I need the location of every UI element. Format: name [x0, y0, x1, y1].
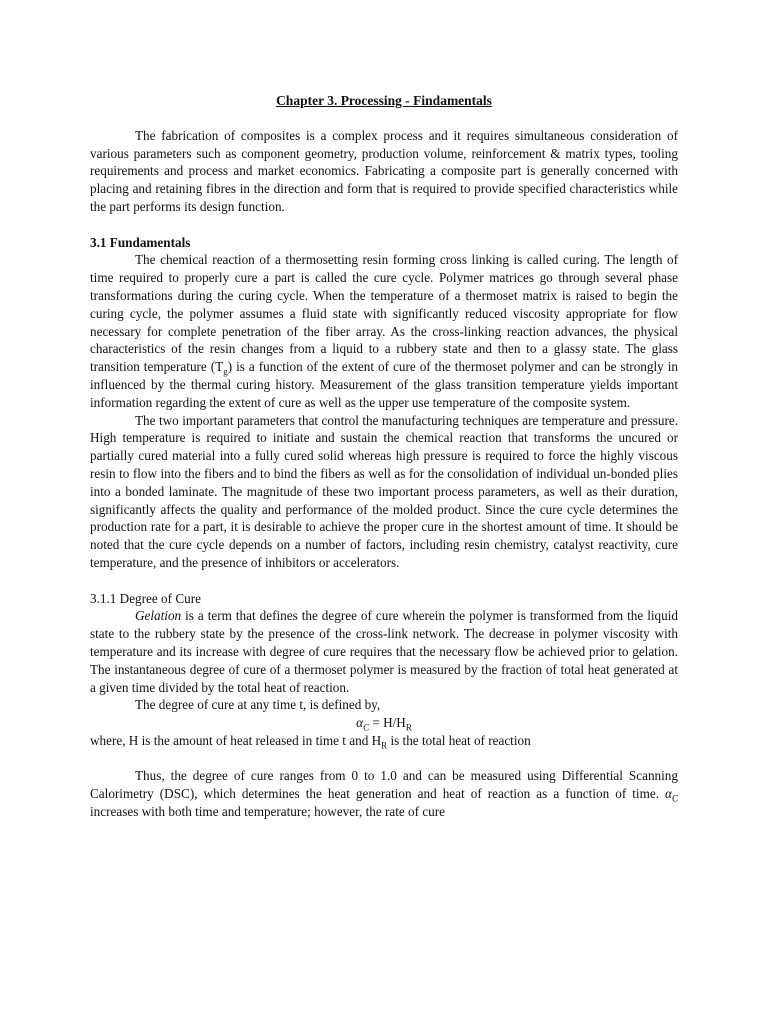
- text-run: is the total heat of reaction: [387, 732, 531, 748]
- page-title: Chapter 3. Processing - Findamentals: [276, 93, 492, 108]
- section-heading-degree-of-cure: 3.1.1 Degree of Cure: [90, 590, 201, 606]
- subscript: C: [671, 793, 678, 804]
- text-run: The chemical reaction of a thermosetting resin forming cross linking is called curing. The length of time required to properly cure a part is called the cure cycle. Polymer matrices go through several phase transformations during the curing cycle. When the temperature of a thermoset matrix is raised to begin the curing cycle, the polymer assumes a fluid state with significantly reduced viscosity appropriate for flow necessary for complete penetration of the fiber array. As the cross-linking reaction advances, the physical characteristics of the resin changes from a liquid to a rubbery state and then to a glassy state. The glass transition temperature (T: [90, 252, 678, 375]
- text-run: ) is a function of the extent of cure of the thermoset polymer and can be strongly in influenced by the thermal curing history. Measurement of the glass transition temperature yields important information regarding the extent of cure as well as the upper use temperature of the composite system.: [90, 359, 678, 410]
- fundamentals-paragraph-1: [90, 251, 678, 411]
- text-run: = H/H: [369, 715, 406, 731]
- alpha-symbol: α: [356, 715, 364, 731]
- subscript: R: [405, 722, 412, 733]
- subscript: R: [381, 740, 388, 751]
- degree-of-cure-paragraph-2: The degree of cure at any time t, is defined by,: [135, 697, 381, 713]
- alpha-symbol: α: [665, 786, 672, 802]
- text-run: increases with both time and temperature; however, the rate of cure: [90, 804, 446, 820]
- spacer: [90, 572, 678, 590]
- formula-degree-of-cure: [90, 714, 678, 732]
- text-run: is a term that defines the degree of cure wherein the polymer is transformed from the liquid state to the rubbery state by the presence of the cross-link network. The decrease in polymer viscosity with temperature and its increase with degree of cure requires that the necessary flow be achieved prior to gelation. The instantaneous degree of cure of a thermoset polymer is measured by the fraction of total heat generated at a given time divided by the total heat of reaction.: [90, 608, 678, 695]
- degree-of-cure-paragraph-3: [90, 767, 678, 820]
- spacer: [90, 750, 678, 768]
- fundamentals-paragraph-2: The two important parameters that control the manufacturing techniques are temperature and pressure. High temperature is required to initiate and sustain the chemical reaction that transforms the uncured or partially cured material into a fully cured solid whereas high pressure is required to force the highly viscous resin to flow into the fibers and to bind the fibers as well as for the consolidation of individual un-bonded plies into a bonded laminate. The magnitude of these two important process parameters, as well as their duration, significantly affects the quality and performance of the molded product. Since the cure cycle determines the production rate for a part, it is desirable to achieve the proper cure in the shortest amount of time. It should be noted that the cure cycle depends on a number of factors, including resin chemistry, catalyst reactivity, cure temperature, and the presence of inhibitors or accelerators.: [90, 412, 678, 570]
- degree-of-cure-paragraph-1: [90, 607, 678, 696]
- spacer: [90, 216, 678, 234]
- subscript: C: [363, 722, 370, 733]
- where-line: [90, 732, 678, 750]
- text-run: Thus, the degree of cure ranges from 0 to 1.0 and can be measured using Differential Scanning Calorimetry (DSC), which determines the heat generation and heat of reaction as a function of time.: [90, 768, 678, 802]
- subscript: g: [223, 366, 228, 377]
- document-page: [90, 92, 678, 821]
- text-run: where, H is the amount of heat released in time t and H: [90, 732, 382, 748]
- section-heading-fundamentals: 3.1 Fundamentals: [90, 234, 191, 250]
- intro-paragraph: The fabrication of composites is a complex process and it requires simultaneous consideration of various parameters such as component geometry, production volume, reinforcement & matrix types, tooling requirements and process and market economics. Fabricating a composite part is generally concerned with placing and retaining fibres in the direction and form that is required to provide specified characteristics while the part performs its design function.: [90, 127, 678, 214]
- term-gelation: Gelation: [135, 608, 182, 624]
